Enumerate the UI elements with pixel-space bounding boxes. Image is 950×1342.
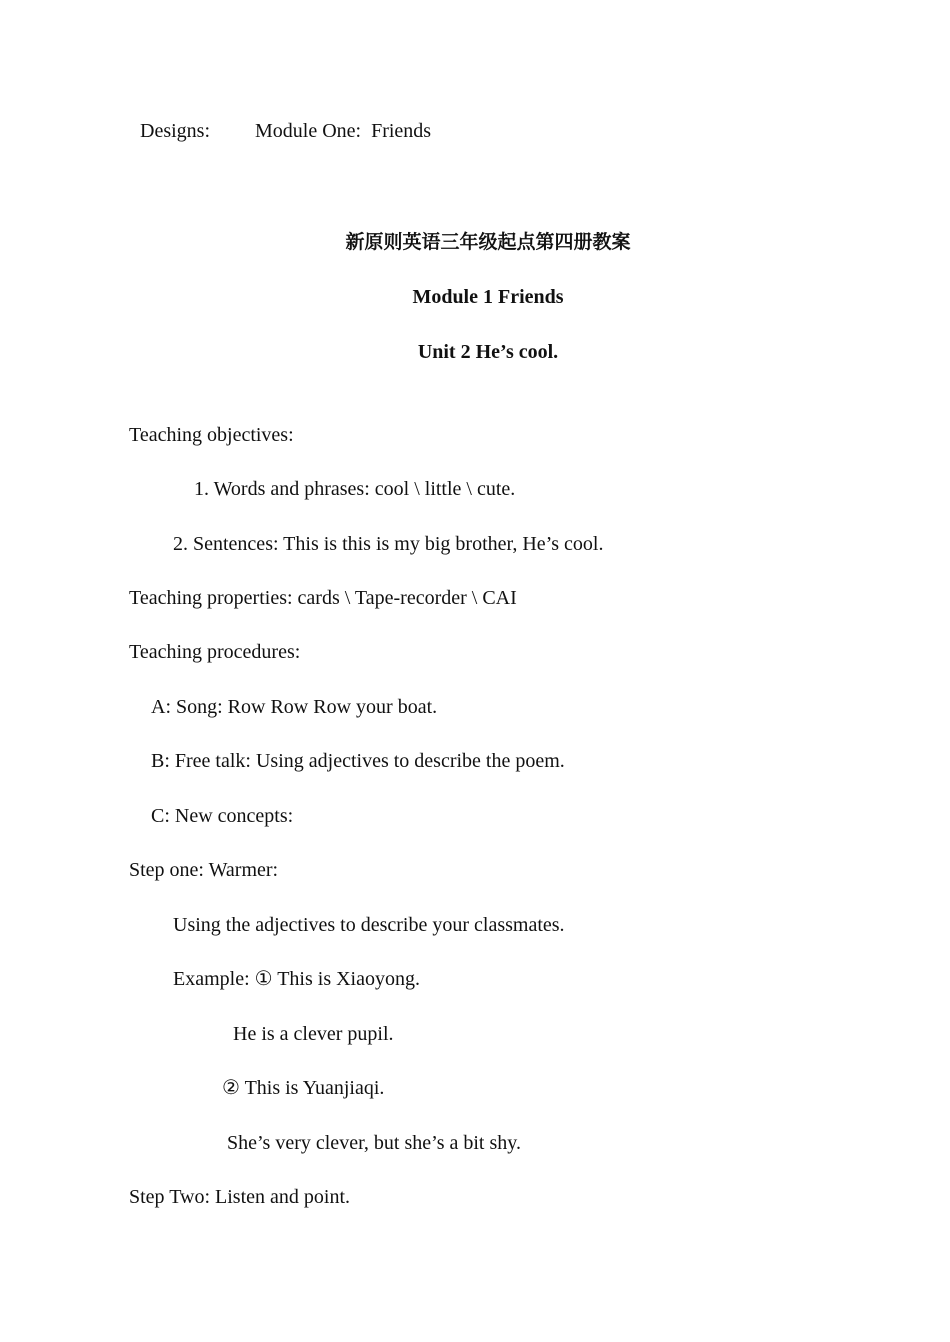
unit-title: Unit 2 He’s cool. — [417, 341, 559, 363]
step-two-heading: Step Two: Listen and point. — [129, 1186, 350, 1208]
chinese-title: 新原则英语三年级起点第四册教案 — [345, 231, 631, 253]
example-one: Example: ① This is Xiaoyong. — [173, 968, 420, 990]
objective-item: 2. Sentences: This is this is my big brother, He’s cool. — [173, 533, 604, 555]
procedure-item: B: Free talk: Using adjectives to describe the poem. — [151, 750, 565, 772]
example-two-detail: She’s very clever, but she’s a bit shy. — [227, 1132, 521, 1154]
step-one-heading: Step one: Warmer: — [129, 859, 279, 881]
example-one-detail: He is a clever pupil. — [233, 1023, 394, 1045]
step-one-instruction: Using the adjectives to describe your classmates. — [173, 914, 565, 936]
example-two: ② This is Yuanjiaqi. — [222, 1077, 385, 1099]
module-heading: Module One: Friends — [255, 120, 432, 142]
designs-label: Designs: — [140, 120, 210, 142]
objectives-heading: Teaching objectives: — [129, 424, 294, 446]
procedures-heading: Teaching procedures: — [129, 641, 301, 663]
teaching-properties: Teaching properties: cards \ Tape-recorder \ CAI — [129, 587, 517, 609]
procedure-item: C: New concepts: — [151, 805, 294, 827]
module-title: Module 1 Friends — [412, 286, 564, 308]
objective-item: 1. Words and phrases: cool \ little \ cute. — [194, 478, 516, 500]
procedure-item: A: Song: Row Row Row your boat. — [151, 696, 438, 718]
